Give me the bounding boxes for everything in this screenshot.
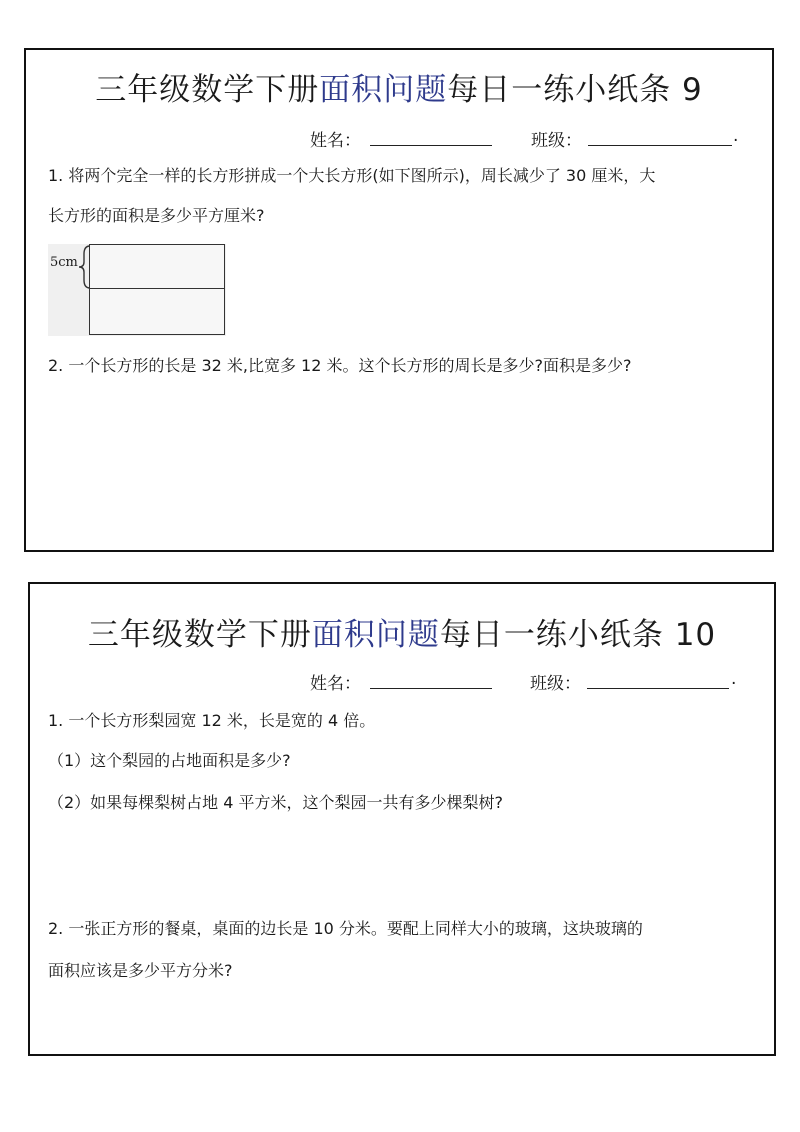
- question-1-line-1: 1. 将两个完全一样的长方形拼成一个大长方形(如下图所示)，周长减少了 30 厘米，大: [48, 166, 656, 185]
- name-blank[interactable]: [370, 145, 492, 146]
- rectangle-bottom: [89, 288, 225, 335]
- class-blank[interactable]: [587, 688, 729, 689]
- question-1: 1. 一个长方形梨园宽 12 米，长是宽的 4 倍。: [48, 711, 376, 730]
- question-2-line-2: 面积应该是多少平方分米?: [48, 961, 233, 980]
- end-mark: .: [731, 669, 737, 689]
- question-1-part-2: （2）如果每棵梨树占地 4 平方米，这个梨园一共有多少棵梨树?: [48, 793, 504, 812]
- title-prefix: 三年级数学下册: [95, 72, 320, 108]
- question-2-line-1: 2. 一张正方形的餐桌，桌面的边长是 10 分米。要配上同样大小的玻璃，这块玻璃的: [48, 919, 643, 938]
- class-blank[interactable]: [588, 145, 732, 146]
- end-mark: .: [733, 126, 739, 146]
- title-suffix: 每日一练小纸条 9: [447, 72, 703, 108]
- worksheet-card-10: [28, 582, 776, 1056]
- card-title: [26, 64, 772, 109]
- question-1-line-2: 长方形的面积是多少平方厘米?: [48, 206, 265, 225]
- figure-width-label: 5cm: [50, 255, 78, 270]
- question-2: 2. 一个长方形的长是 32 米,比宽多 12 米。这个长方形的周长是多少?面积是多少?: [48, 356, 632, 375]
- two-rectangles-figure: [48, 244, 226, 336]
- class-label: 班级：: [530, 674, 581, 694]
- card-title: [30, 609, 774, 654]
- name-class-line: [26, 126, 772, 150]
- class-label: 班级：: [531, 131, 582, 151]
- name-blank[interactable]: [370, 688, 492, 689]
- question-1-part-1: （1）这个梨园的占地面积是多少?: [48, 751, 291, 770]
- title-highlight: 面积问题: [311, 617, 440, 653]
- title-suffix: 每日一练小纸条 10: [439, 617, 717, 653]
- name-label: 姓名：: [310, 674, 361, 694]
- rectangle-top: [89, 244, 225, 290]
- name-label: 姓名：: [310, 131, 361, 151]
- worksheet-card-9: [24, 48, 774, 552]
- name-class-line: [30, 669, 774, 693]
- title-prefix: 三年级数学下册: [87, 617, 312, 653]
- title-highlight: 面积问题: [319, 72, 448, 108]
